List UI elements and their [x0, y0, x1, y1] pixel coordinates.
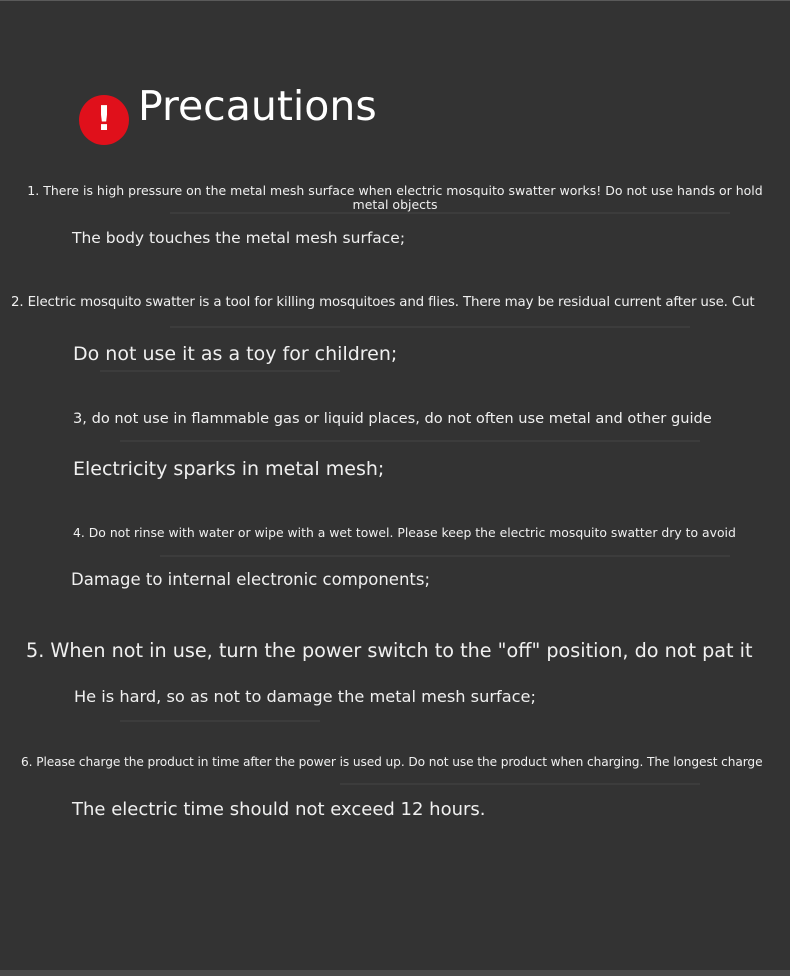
ghost-line: [170, 212, 730, 214]
exclamation-glyph: !: [96, 99, 112, 139]
ghost-line: [120, 440, 700, 442]
precaution-3-continuation: Electricity sparks in metal mesh;: [73, 458, 385, 480]
precaution-2-lead: 2. Electric mosquito swatter is a tool for killing mosquitoes and flies. There may be residual current after use. Cut: [11, 295, 755, 310]
precaution-2-continuation: Do not use it as a toy for children;: [73, 343, 398, 365]
precaution-4-lead: 4. Do not rinse with water or wipe with a wet towel. Please keep the electric mosquito swatter dry to avoid: [73, 525, 736, 540]
ghost-line: [170, 326, 690, 328]
ghost-line: [120, 720, 320, 722]
page-title: Precautions: [138, 82, 377, 130]
precaution-3-lead: 3, do not use in flammable gas or liquid places, do not often use metal and other guide: [73, 410, 712, 427]
precaution-4-continuation: Damage to internal electronic components;: [71, 570, 431, 589]
precaution-5-continuation: He is hard, so as not to damage the metal mesh surface;: [74, 687, 536, 706]
precaution-1-lead: 1. There is high pressure on the metal mesh surface when electric mosquito swatter works! Do not use hands or hold metal objects: [27, 183, 763, 212]
precaution-6-lead: 6. Please charge the product in time after the power is used up. Do not use the product when charging. The longest charge: [21, 755, 763, 769]
precaution-5-lead: 5. When not in use, turn the power switch to the "off" position, do not pat it: [26, 639, 753, 662]
exclamation-icon: [79, 95, 129, 145]
ghost-line: [340, 783, 700, 785]
bottom-edge-bar: [0, 970, 790, 976]
ghost-line: [100, 370, 340, 372]
precaution-1-continuation: The body touches the metal mesh surface;: [72, 229, 406, 247]
precaution-6-continuation: The electric time should not exceed 12 hours.: [72, 799, 486, 820]
ghost-line: [160, 555, 730, 557]
